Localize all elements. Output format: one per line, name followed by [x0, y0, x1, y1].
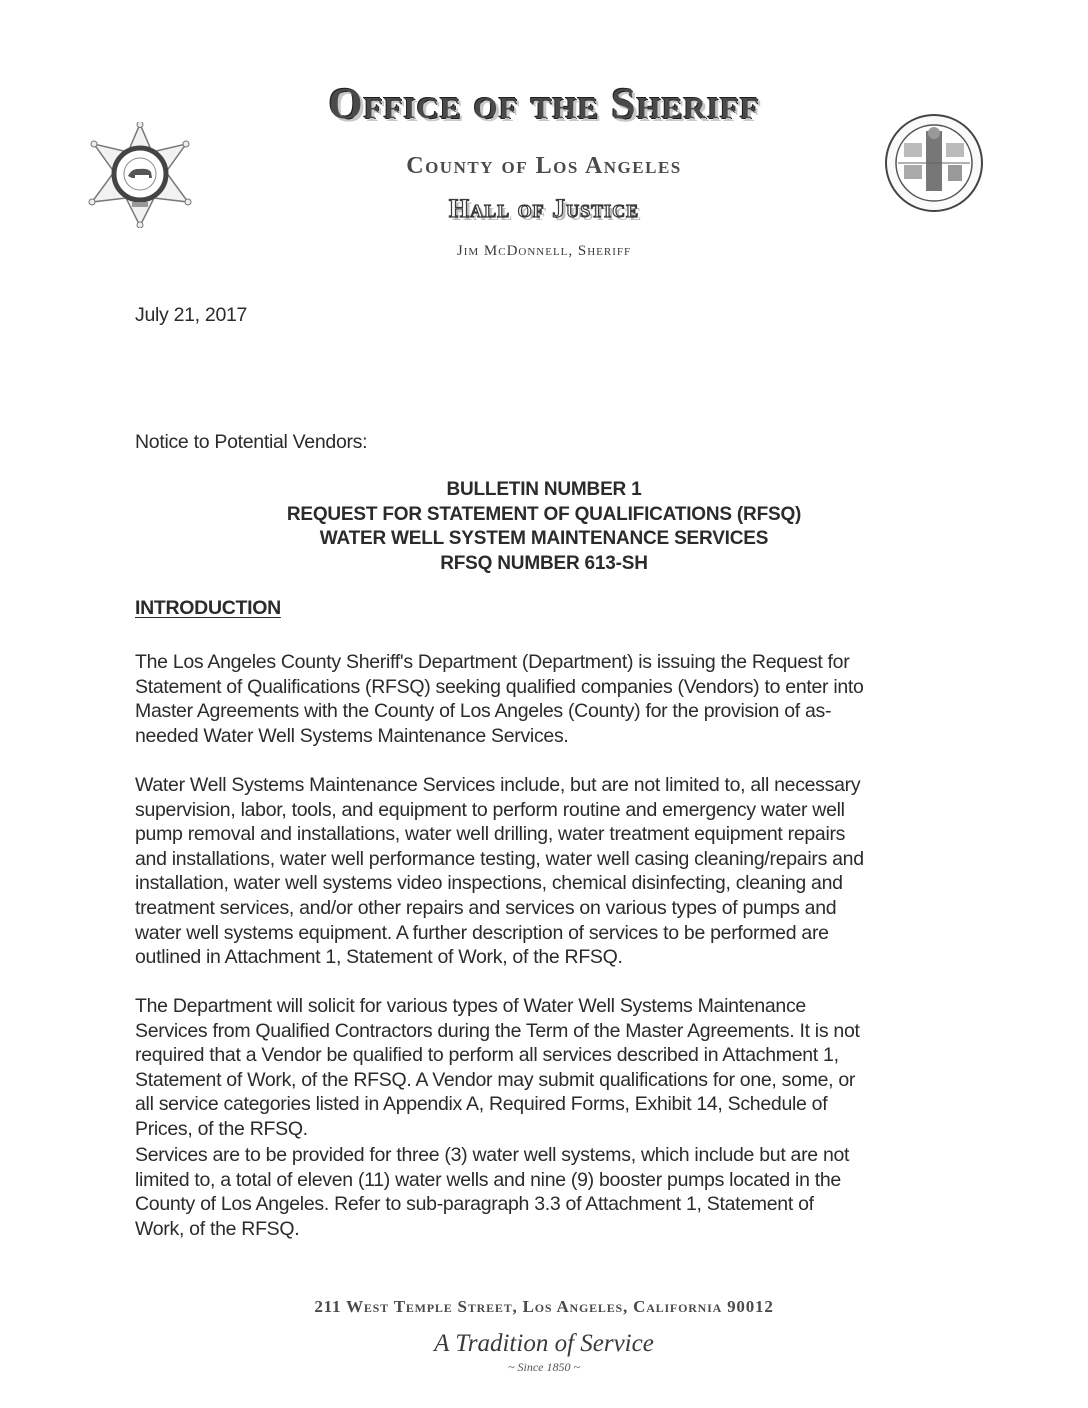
paragraph-line: outlined in Attachment 1, Statement of Work, of the RFSQ. [135, 946, 623, 969]
paragraph-line: installation, water well systems video inspections, chemical disinfecting, cleaning and [135, 872, 843, 895]
paragraph-line: Work, of the RFSQ. [135, 1217, 300, 1240]
paragraph-line: Master Agreements with the County of Los Angeles (County) for the provision of as- [135, 700, 832, 723]
paragraph-2 [135, 773, 965, 970]
sheriff-name: Jim McDonnell, Sheriff [456, 243, 632, 259]
paragraph-line: supervision, labor, tools, and equipment to perform routine and emergency water well [135, 798, 845, 821]
paragraph-line: The Department will solicit for various types of Water Well Systems Maintenance [135, 995, 806, 1017]
paragraph-line: County of Los Angeles. Refer to sub-paragraph 3.3 of Attachment 1, Statement of [135, 1193, 814, 1216]
paragraph-line: water well systems equipment. A further description of services to be performed are [135, 921, 829, 944]
paragraph-line: and installations, water well performance testing, water well casing cleaning/repairs and [135, 847, 864, 870]
paragraph-line: The Los Angeles County Sheriff's Department (Department) is issuing the Request for [135, 651, 850, 673]
office-title: Office of the Sheriff [328, 79, 760, 128]
paragraph-line: limited to, a total of eleven (11) water wells and nine (9) booster pumps located in the [135, 1168, 841, 1191]
paragraph-line: treatment services, and/or other repairs and services on various types of pumps and [135, 896, 837, 919]
paragraph-line: Services from Qualified Contractors during the Term of the Master Agreements. It is not [135, 1019, 860, 1042]
county-title: County of Los Angeles [406, 153, 682, 179]
section-heading-introduction: INTRODUCTION [135, 597, 281, 619]
bulletin-line: REQUEST FOR STATEMENT OF QUALIFICATIONS (RFSQ) [286, 503, 802, 525]
footer-since: ~ Since 1850 ~ [508, 1360, 580, 1374]
bulletin-line: BULLETIN NUMBER 1 [446, 479, 642, 500]
bulletin-title-block [0, 478, 1088, 576]
paragraph-1 [135, 650, 965, 748]
paragraph-line: needed Water Well Systems Maintenance Services. [135, 724, 569, 747]
paragraph-line: pump removal and installations, water well drilling, water treatment equipment repairs [135, 823, 846, 846]
paragraph-line: Statement of Qualifications (RFSQ) seeking qualified companies (Vendors) to enter into [135, 675, 864, 698]
bulletin-line: RFSQ NUMBER 613-SH [440, 552, 648, 574]
footer-motto: A Tradition of Service [434, 1330, 654, 1357]
bulletin-line: WATER WELL SYSTEM MAINTENANCE SERVICES [319, 528, 769, 549]
paragraph-4 [135, 1143, 965, 1241]
paragraph-3 [135, 994, 965, 1142]
paragraph-line: Prices, of the RFSQ. [135, 1117, 308, 1140]
paragraph-line: Services are to be provided for three (3) water well systems, which include but are not [135, 1144, 850, 1166]
footer-address: 211 West Temple Street, Los Angeles, California 90012 [314, 1297, 774, 1316]
letter-date: July 21, 2017 [135, 304, 248, 326]
paragraph-line: all service categories listed in Appendix A, Required Forms, Exhibit 14, Schedule of [135, 1093, 828, 1116]
paragraph-line: required that a Vendor be qualified to perform all services described in Attachment 1, [135, 1044, 839, 1067]
hall-title: Hall of Justice [448, 194, 640, 223]
paragraph-line: Water Well Systems Maintenance Services include, but are not limited to, all necessary [135, 774, 861, 796]
salutation: Notice to Potential Vendors: [135, 431, 368, 453]
paragraph-line: Statement of Work, of the RFSQ. A Vendor may submit qualifications for one, some, or [135, 1068, 856, 1091]
